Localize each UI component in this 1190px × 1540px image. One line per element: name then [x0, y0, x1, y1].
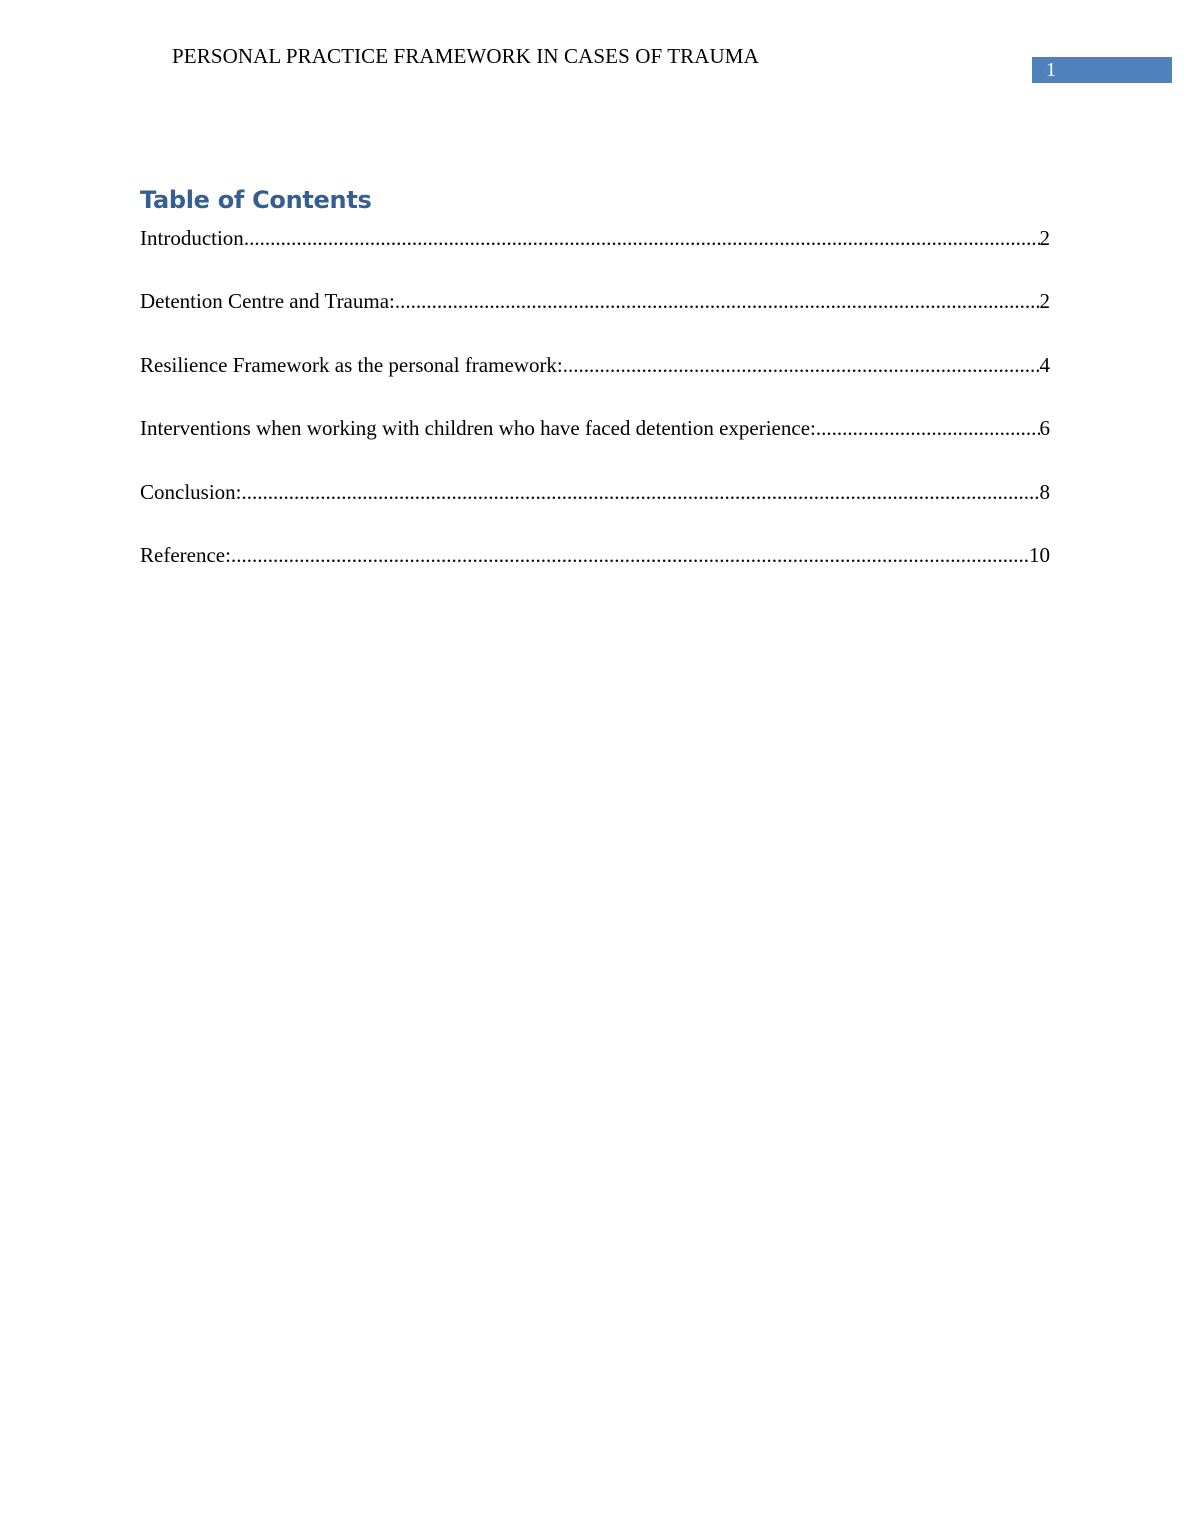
toc-entry-title: Interventions when working with children who have faced detention experience:: [140, 416, 816, 441]
toc-entry-conclusion[interactable]: [140, 478, 1050, 541]
toc-entry-page: 4: [1039, 352, 1050, 377]
toc-entry-title: Conclusion:: [140, 479, 242, 504]
toc-entry-page: 8: [1039, 479, 1050, 504]
running-head: PERSONAL PRACTICE FRAMEWORK IN CASES OF TRAUMA: [172, 44, 759, 68]
page-number-badge: [1032, 57, 1172, 83]
toc-entry-page: 10: [1029, 542, 1050, 567]
toc-dot-leader: [395, 287, 1040, 315]
toc-entry-title: Reference:: [140, 542, 231, 567]
toc-dot-leader: [816, 414, 1040, 442]
toc-dot-leader: [231, 541, 1029, 569]
toc-dot-leader: [242, 478, 1040, 506]
toc-entry-title: Resilience Framework as the personal framework:: [140, 352, 563, 377]
toc-dot-leader: [563, 351, 1040, 379]
toc-entry-page: 2: [1039, 226, 1050, 250]
toc-dot-leader: [244, 224, 1040, 252]
toc-entry-page: 6: [1039, 416, 1050, 441]
toc-entry-resilience-framework[interactable]: [140, 351, 1050, 414]
toc-entry-reference[interactable]: [140, 541, 1050, 604]
page-number: 1: [1046, 59, 1056, 81]
toc-entry-title: Detention Centre and Trauma:: [140, 289, 395, 314]
toc-entry-title: Introduction: [140, 226, 244, 250]
toc-entry-page: 2: [1039, 289, 1050, 314]
toc-entry-introduction[interactable]: [140, 224, 1050, 287]
toc-heading: Table of Contents: [140, 186, 372, 214]
toc-entry-interventions[interactable]: [140, 414, 1050, 477]
toc-list: [140, 224, 1050, 604]
toc-entry-detention-centre[interactable]: [140, 287, 1050, 350]
